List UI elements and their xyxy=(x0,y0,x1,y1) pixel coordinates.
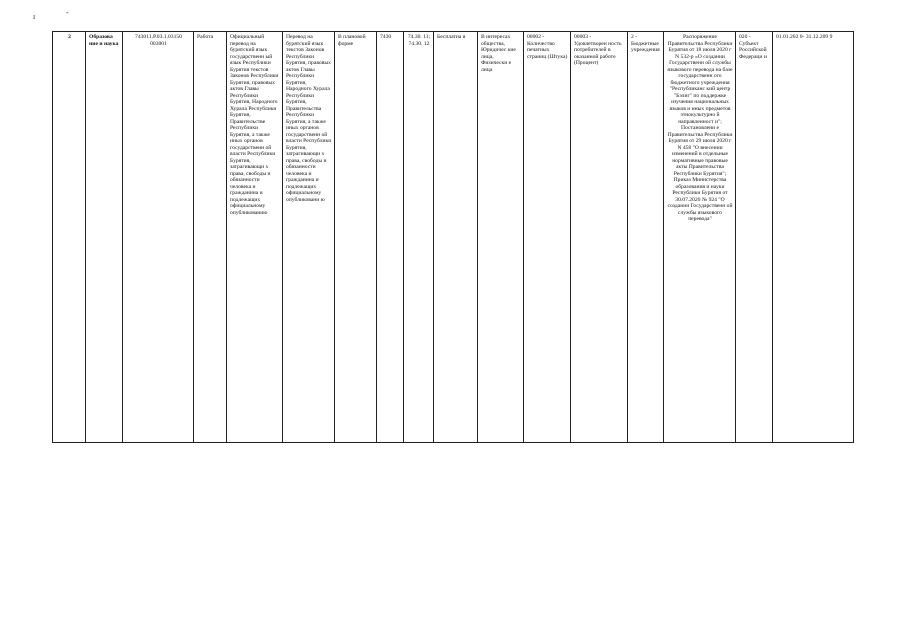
type-cell: Работа xyxy=(194,32,227,443)
table-row xyxy=(53,32,854,443)
quality-indicator-cell: 00003 - Удовлетворен ность потребителей в оказанной работе (Процент) xyxy=(571,32,628,443)
institution-type-cell: 2 - Бюджетные учреждения xyxy=(628,32,664,443)
section-cell: Образова ние и наука xyxy=(86,32,123,443)
legal-basis-cell: Распоряжение Правительства Республики Бурятия от 18 июля 2020 г N 532-р «О создании Государственн ой службы языкового перевода на базе государственн ого бюджетного учреждения "Республиканс кий центр "Бэлиг" по поддержке изучения национальных языков и иных предметов этнокультурно й направленност и"; Постановлени е Правительства Республики Бурятия от 29 июля 2020 г N 458 "О внесении изменений в отдельные нормативные правовые акты Правительства Республики Бурятия"; Приказ Министерства образования и науки Республики Бурятия от 30.07.2020 № 924 "О создании Государственн ой службы языкового перевода" xyxy=(664,32,736,443)
work-name-cell: Официальный перевод на бурятский язык государственн ый язык Республики Бурятия текстов Законов Республики Бурятия, правовых актов Главы Республики Бурятия, Народного Хурала Республики Бурятия, Правительстве Республики Бурятия, а также иных органов государственн ой власти Республики Бурятия, затрагивающи х права, свободы и обязанности человека и гражданина и подлежащих официальному опубликованию xyxy=(227,32,283,443)
form-cell: В плановой форме xyxy=(335,32,377,443)
scan-speck: ı xyxy=(33,12,36,21)
row-number: 2 xyxy=(53,32,86,443)
volume-indicator-cell: 00002 - Количество печатных страниц (Штука) xyxy=(524,32,571,443)
registry-code-cell: 743011.Р.03.1.03150 003001 xyxy=(123,32,194,443)
okved-code-cell: 7430 xyxy=(377,32,404,443)
consumers-cell: В интересах общества, Юридичес кие лица, Физически е лица xyxy=(478,32,524,443)
okved-cell: 74.30. 11; 74.30. 12 xyxy=(404,32,434,443)
authority-cell: 020 - Субъект Российской Федераци и xyxy=(736,32,773,443)
registry-table xyxy=(52,31,854,443)
work-content-cell: Перевод на бурятский язык текстов Законов Республики Бурятия, правовых актов Главы Республики Бурятия, Народного Хурала Республики Бурятия, Правительства Республики Бурятия, а также иных органов государственн ой власти Республики Бурятия, затрагивающи х права, свободы и обязанности человека и гражданина и подлежащих официальному опубликовани ю xyxy=(283,32,335,443)
scan-speck: - xyxy=(66,8,69,17)
payment-cell: Бесплатна я xyxy=(434,32,478,443)
period-cell: 01.01.202 0- 31.12.209 9 xyxy=(773,32,854,443)
